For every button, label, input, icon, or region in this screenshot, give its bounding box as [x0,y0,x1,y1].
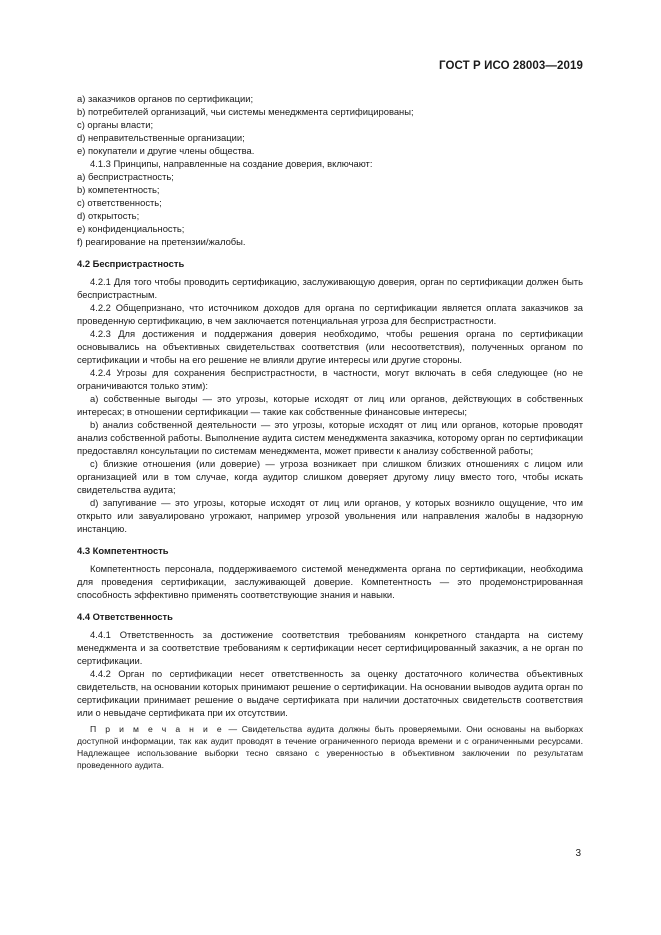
paragraph-4-2-4-a: a) собственные выгоды — это угрозы, которые исходят от лиц или органов, действующих в собственных интересах; в отношении сертификации — такие как собственные финансовые интересы; [77,393,583,417]
paragraph-4-2-4: 4.2.4 Угрозы для сохранения беспристрастности, в частности, могут включать в себя следующее (но не ограничиваются только этим): [77,367,583,391]
paragraph-4-2-4-d: d) запугивание — это угрозы, которые исходят от лиц или органов, у которых возникло ощущение, что им открыто или завуалировано угрожают, например угрозой увольнения или направления жалобы в надзорную инстанцию. [77,497,583,534]
paragraph-4-2-1: 4.2.1 Для того чтобы проводить сертификацию, заслуживающую доверия, орган по сертификации должен быть беспристрастным. [77,276,583,300]
paragraph-4-1-3: 4.1.3 Принципы, направленные на создание доверия, включают: [90,158,373,169]
paragraph-4-2-4-c: c) близкие отношения (или доверие) — угроза возникает при слишком близких отношениях с лицом или организацией или в том случае, когда аудитор слишком доверяет другому лицу вместо того, чтобы искать свидетельства аудита; [77,458,583,495]
list-item: e) покупатели и другие члены общества. [77,145,255,156]
paragraph-4-2-3: 4.2.3 Для достижения и поддержания доверия необходимо, чтобы решения органа по сертификации основывались на объективных свидетельствах соответствия (или несоответствия), полученных органом по сертификации и чтобы на его решение не влияли другие интересы или другие стороны. [77,328,583,365]
list-item: c) ответственность; [77,197,162,208]
paragraph-4-2-2: 4.2.2 Общепризнано, что источником доходов для органа по сертификации является оплата заказчиков за проведенную сертификацию, в чем заключается потенциальная угроза для беспристрастности. [77,302,583,326]
paragraph-4-4-1: 4.4.1 Ответственность за достижение соответствия требованиям конкретного стандарта на систему менеджмента и за соответствие требованиям к сертификации несет сертифицированный заказчик, а не орган по сертификации. [77,629,583,666]
section-heading-4-3: 4.3 Компетентность [77,545,169,556]
list-item: f) реагирование на претензии/жалобы. [77,236,246,247]
list-item: b) потребителей организаций, чьи системы менеджмента сертифицированы; [77,106,414,117]
section-heading-4-2: 4.2 Беспристрастность [77,258,185,269]
note-label: П р и м е ч а н и е [90,724,224,734]
paragraph-4-2-4-b: b) анализ собственной деятельности — это угрозы, которые исходят от лиц или органов, которые проводят анализ собственной работы. Выполнение аудита систем менеджмента заказчика, которому орган по сертификации предоставлял консультации по системам менеджмента, может привести к анализу собственной работы; [77,419,583,456]
page-number: 3 [575,848,581,859]
document-body [77,92,583,771]
list-item: a) беспристрастность; [77,171,174,182]
list-item: d) открытость; [77,210,140,221]
list-item: c) органы власти; [77,119,154,130]
note-paragraph [77,723,583,771]
list-item: d) неправительственные организации; [77,132,245,143]
note-text: — Свидетельства аудита должны быть проверяемыми. Они основаны на выборках доступной информации, так как аудит проводят в течение ограниченного периода времени и с ограниченными ресурсами. Надлежащее использование выборки тесно связано с уверенностью в объективном заключении по результатам проведенного аудита. [77,724,583,770]
section-heading-4-4: 4.4 Ответственность [77,611,173,622]
list-item: b) компетентность; [77,184,160,195]
paragraph-4-3: Компетентность персонала, поддерживаемого системой менеджмента органа по сертификации, необходима для проведения сертификации, заслуживающей доверие. Компетентность — это продемонстрированная способность эффективно применять соответствующие знания и навыки. [77,563,583,600]
document-header: ГОСТ Р ИСО 28003—2019 [438,60,583,72]
paragraph-4-4-2: 4.4.2 Орган по сертификации несет ответственность за оценку достаточного количества объективных свидетельств, на основании которых принимают решение о сертификации. На основании выводов аудита орган по сертификации принимает решение о выдаче сертификата при наличии достаточных свидетельств соответствия или о невыдаче сертификата при их отсутствии. [77,668,583,718]
list-item: e) конфиденциальность; [77,223,185,234]
list-item: а) заказчиков органов по сертификации; [77,93,254,104]
